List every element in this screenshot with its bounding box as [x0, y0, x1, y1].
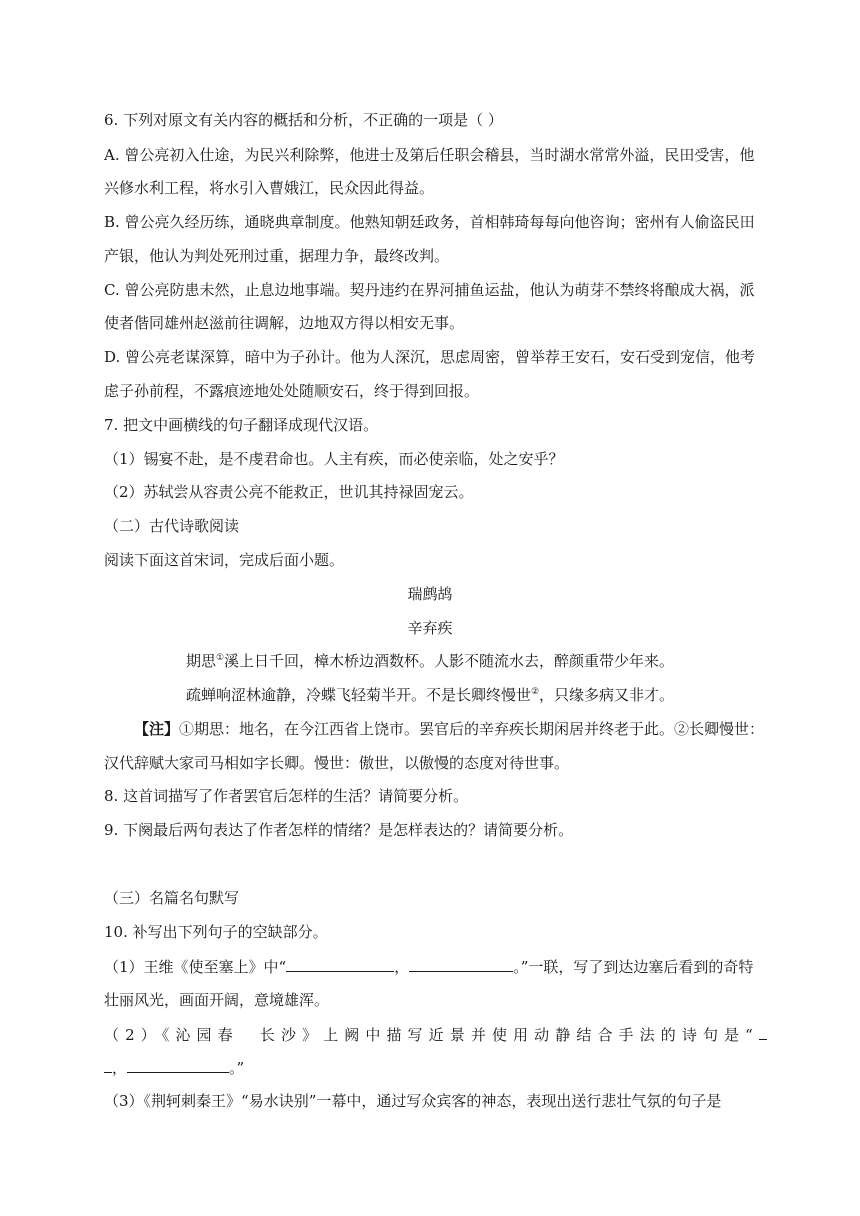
poem-line-1 — [0, 651, 860, 671]
poem-line-2-rest: ，只缘多病又非才。 — [539, 686, 675, 704]
poem-note-line1 — [134, 719, 794, 739]
q6-option-d-line2: 虑子孙前程，不露痕迹地处处随顺安石，终于得到回报。 — [104, 382, 480, 400]
q7-sentence-2: （2）苏轼尝从容责公亮不能救正，世讥其持禄固宠云。 — [104, 483, 474, 501]
q10-item-2-prefix: （2）《沁园春 长沙》上阙中描写近景并使用动静结合手法的诗句是“ — [104, 1026, 759, 1044]
q10-item-2-suffix: 。” — [229, 1059, 245, 1077]
q10-item-2-separator: ， — [112, 1059, 128, 1077]
q6-option-b-line2: 产银，他认为判处死刑过重，据理力争，最终改判。 — [104, 247, 450, 265]
section-2-intro: 阅读下面这首宋词，完成后面小题。 — [104, 551, 345, 569]
poem-author: 辛弃疾 — [407, 619, 453, 637]
q10-item-1-line1 — [104, 956, 764, 977]
answer-blank[interactable] — [104, 1057, 112, 1073]
q10-item-2-line2 — [104, 1057, 764, 1078]
q6-stem: 6. 下列对原文有关内容的概括和分析，不正确的一项是（ ） — [104, 111, 503, 129]
poem-line-1-start: 期思 — [185, 652, 216, 670]
poem-title: 瑞鹧鸪 — [407, 585, 453, 603]
q10-stem: 10. 补写出下列句子的空缺部分。 — [104, 923, 328, 941]
q6-option-a-line2: 兴修水利工程，将水引入曹娥江，民众因此得益。 — [104, 179, 435, 197]
answer-blank[interactable] — [759, 1024, 767, 1040]
section-3-heading: （三）名篇名句默写 — [104, 889, 240, 907]
q10-item-3-line1: （3）《荆轲刺秦王》“易水诀别”一幕中，通过写众宾客的神态，表现出送行悲壮气氛的句子是 — [104, 1092, 722, 1110]
poem-line-1-rest: 溪上日千回，樟木桥边酒数杯。人影不随流水去，醉颜重带少年来。 — [224, 652, 675, 670]
section-2-heading: （二）古代诗歌阅读 — [104, 517, 240, 535]
q6-option-a-line1: A. 曾公亮初入仕途，为民兴利除弊，他进士及第后任职会稽县，当时湖水常常外溢，民田受害，他 — [104, 146, 755, 164]
poem-line-2 — [0, 685, 860, 705]
footnote-marker-2: ② — [530, 687, 540, 697]
q7-sentence-1: （1）锡宴不赴，是不虔君命也。人主有疾，而必使亲临，处之安乎？ — [104, 450, 564, 468]
q10-item-1-suffix: 。”一联，写了到达边塞后看到的奇特 — [513, 958, 754, 976]
q6-option-d-line1: D. 曾公亮老谋深算，暗中为子孙计。他为人深沉，思虑周密，曾举荐王安石，安石受到宠信，他考 — [104, 348, 756, 366]
answer-blank[interactable] — [286, 956, 394, 972]
q6-option-c-line2: 使者偕同雄州赵滋前往调解，边地双方得以相安无事。 — [104, 314, 465, 332]
q10-item-1-separator: ， — [394, 958, 410, 976]
answer-blank[interactable] — [127, 1057, 229, 1073]
poem-note-line2: 汉代辞赋大家司马相如字长卿。慢世：傲世，以傲慢的态度对待世事。 — [104, 754, 570, 772]
q10-item-1-line2: 壮丽风光，画面开阔，意境雄浑。 — [104, 991, 330, 1009]
note-label: 【注】 — [134, 720, 180, 738]
q10-item-2-line1 — [104, 1024, 764, 1045]
q8-stem: 8. 这首词描写了作者罢官后怎样的生活？请简要分析。 — [104, 787, 469, 805]
q9-stem: 9. 下阕最后两句表达了作者怎样的情绪？是怎样表达的？请简要分析。 — [104, 821, 574, 839]
q6-option-c-line1: C. 曾公亮防患未然，止息边地事端。契丹违约在界河捕鱼运盐，他认为萌芽不禁终将酿成大祸，派 — [104, 281, 755, 299]
q10-item-1-prefix: （1）王维《使至塞上》中“ — [104, 958, 287, 976]
note-text-1: ①期思：地名，在今江西省上饶市。罢官后的辛弃疾长期闲居并终老于此。②长卿慢世： — [179, 720, 765, 738]
footnote-marker-1: ① — [215, 653, 225, 663]
q7-stem: 7. 把文中画横线的句子翻译成现代汉语。 — [104, 416, 379, 434]
q6-option-b-line1: B. 曾公亮久经历练，通晓典章制度。他熟知朝廷政务，首相韩琦每每向他咨询；密州有人偷盗民田 — [104, 213, 755, 231]
answer-blank[interactable] — [409, 956, 513, 972]
poem-line-2-start: 疏蝉响涩林逾静，冷蝶飞轻菊半开。不是长卿终慢世 — [185, 686, 531, 704]
